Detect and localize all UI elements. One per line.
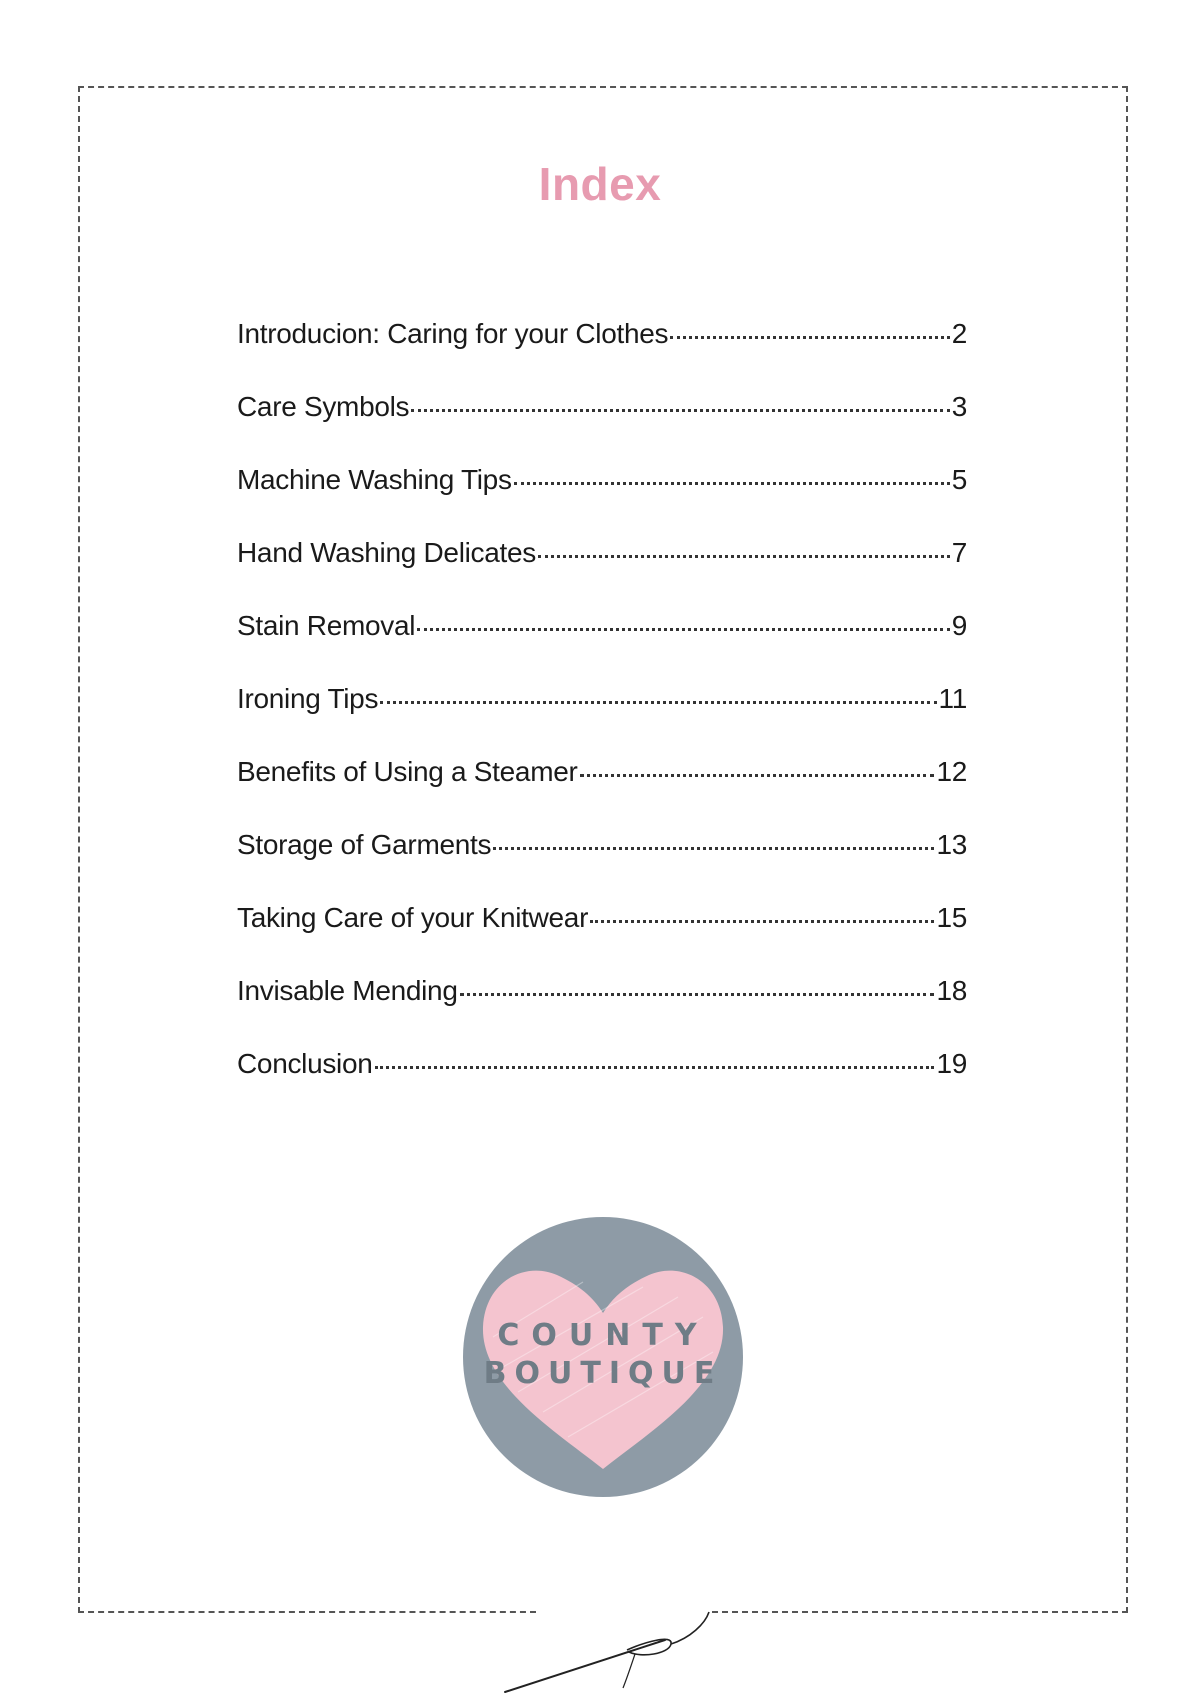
table-of-contents [237, 318, 967, 1121]
toc-entry-page: 13 [936, 829, 967, 860]
page-border-bottom-left [78, 1611, 536, 1613]
toc-entry-page: 2 [951, 318, 967, 349]
toc-entry [237, 1048, 967, 1121]
toc-entry-label: Benefits of Using a Steamer [237, 756, 578, 787]
dot-leader [417, 628, 950, 631]
toc-entry [237, 318, 967, 391]
toc-entry [237, 391, 967, 464]
logo-text-line2: BOUTIQUE [483, 1356, 723, 1391]
dot-leader [375, 1066, 935, 1069]
county-boutique-logo [463, 1217, 743, 1497]
toc-entry [237, 756, 967, 829]
page-border-bottom-right [712, 1611, 1128, 1613]
toc-entry-label: Hand Washing Delicates [237, 537, 536, 568]
toc-entry-page: 9 [951, 610, 967, 641]
dot-leader [460, 993, 935, 996]
needle-and-thread-icon [495, 1610, 725, 1697]
toc-entry-label: Stain Removal [237, 610, 416, 641]
logo-text-line1: COUNTY [497, 1318, 709, 1353]
toc-entry-page: 15 [936, 902, 967, 933]
dot-leader [580, 774, 935, 777]
toc-entry-label: Invisable Mending [237, 975, 458, 1006]
dot-leader [380, 701, 936, 704]
toc-entry [237, 829, 967, 902]
dot-leader [538, 555, 950, 558]
toc-entry-page: 3 [951, 391, 967, 422]
toc-entry [237, 902, 967, 975]
toc-entry-label: Taking Care of your Knitwear [237, 902, 589, 933]
toc-entry-page: 5 [951, 464, 967, 495]
toc-entry-label: Machine Washing Tips [237, 464, 512, 495]
toc-entry [237, 537, 967, 610]
toc-entry-page: 19 [936, 1048, 967, 1079]
page-title: Index [538, 157, 662, 210]
toc-entry-label: Storage of Garments [237, 829, 492, 860]
toc-entry-page: 7 [951, 537, 967, 568]
dot-leader [670, 336, 950, 339]
dot-leader [411, 409, 949, 412]
toc-entry-label: Introducion: Caring for your Clothes [237, 318, 669, 349]
toc-entry-label: Ironing Tips [237, 683, 379, 714]
dot-leader [590, 920, 934, 923]
toc-entry-page: 11 [938, 683, 967, 714]
dot-leader [493, 847, 934, 850]
dot-leader [514, 482, 950, 485]
toc-entry [237, 610, 967, 683]
toc-entry [237, 464, 967, 537]
toc-entry [237, 975, 967, 1048]
toc-entry-label: Conclusion [237, 1048, 373, 1079]
toc-entry-page: 12 [936, 756, 967, 787]
toc-entry-page: 18 [936, 975, 967, 1006]
toc-entry-label: Care Symbols [237, 391, 410, 422]
toc-entry [237, 683, 967, 756]
